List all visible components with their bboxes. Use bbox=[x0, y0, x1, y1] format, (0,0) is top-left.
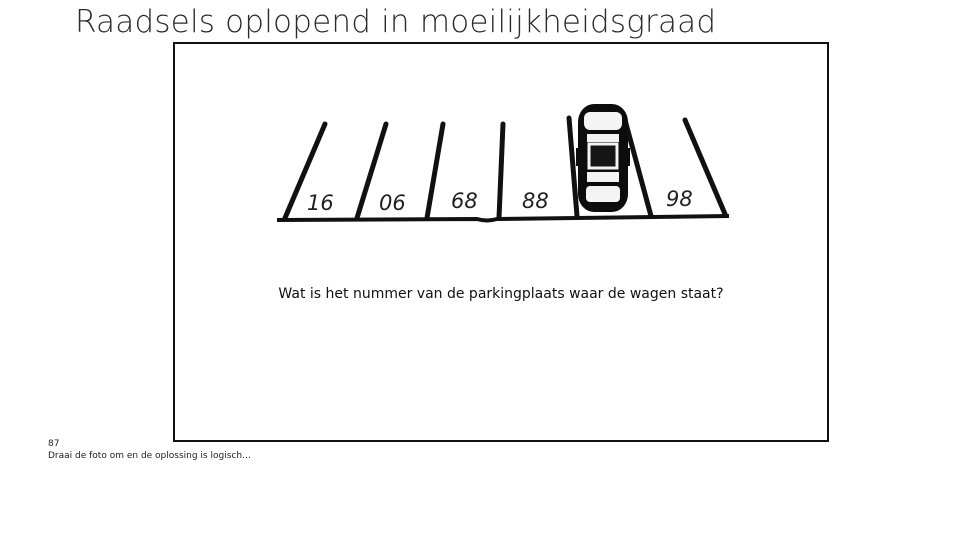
spot-number: 68 bbox=[451, 189, 478, 213]
puzzle-number: 87 bbox=[48, 439, 60, 449]
car-icon bbox=[576, 104, 630, 212]
puzzle-frame bbox=[173, 42, 829, 442]
spot-number: 98 bbox=[666, 187, 693, 211]
spot-number: 88 bbox=[522, 189, 549, 213]
puzzle-question: Wat is het nummer van de parkingplaats waar de wagen staat? bbox=[278, 286, 724, 302]
parking-divider bbox=[427, 124, 443, 218]
slide-title: Raadsels oplopend in moeilijkheidsgraad bbox=[75, 4, 717, 40]
spot-number: 16 bbox=[307, 191, 334, 215]
parking-lot-image bbox=[267, 98, 737, 228]
parking-divider bbox=[569, 118, 577, 216]
parking-divider bbox=[499, 124, 503, 218]
solution-hint: Draai de foto om en de oplossing is logisch… bbox=[48, 451, 252, 461]
curb-line bbox=[277, 216, 729, 221]
spot-number: 06 bbox=[379, 191, 406, 215]
parking-divider bbox=[625, 120, 651, 216]
